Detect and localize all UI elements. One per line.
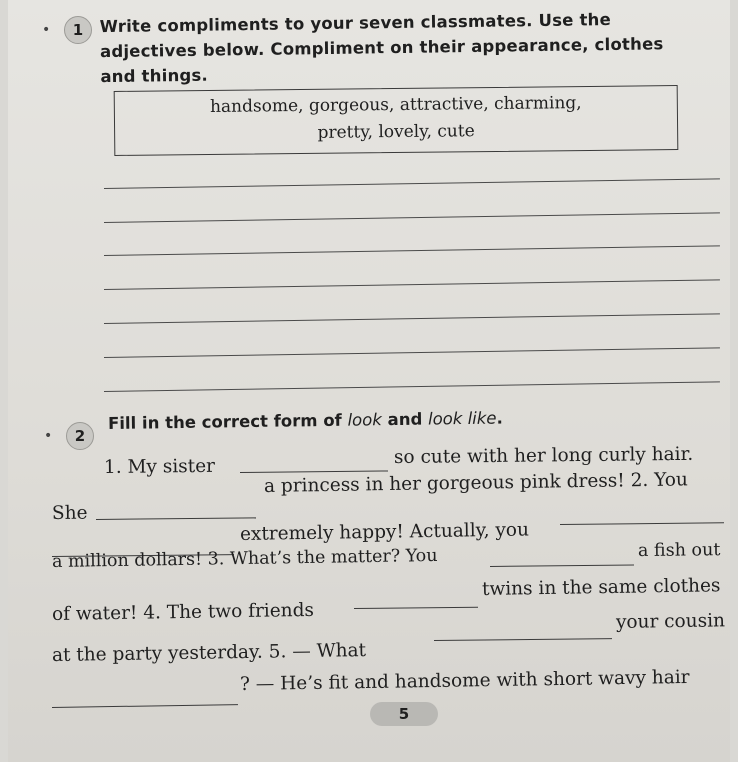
exercise-1-instruction — [100, 6, 696, 89]
writing-line[interactable] — [104, 178, 720, 189]
sentence-text: a fish out — [637, 540, 721, 561]
writing-line[interactable] — [104, 245, 720, 256]
adjectives-box — [114, 85, 679, 156]
instruction-italic-look: look — [347, 410, 382, 430]
answer-blank-8[interactable] — [52, 704, 238, 708]
sentence-text: your cousin — [615, 610, 726, 633]
sentence-text: ? — He’s fit and handsome with short wavy hair — [239, 666, 690, 695]
exercise-number-2: 2 — [66, 422, 94, 450]
sentence-text: of water! 4. The two friends — [51, 599, 315, 625]
instruction-line: Write compliments to your seven classmates. Use the — [99, 10, 612, 37]
writing-line[interactable] — [104, 212, 720, 223]
adjectives-line: pretty, lovely, cute — [317, 121, 475, 143]
instruction-italic-look-like: look like — [427, 408, 497, 429]
sentence-text: twins in the same clothes — [481, 575, 721, 600]
instruction-text: . — [496, 408, 503, 428]
answer-blank-5[interactable] — [490, 564, 634, 567]
instruction-text: Fill in the correct form of — [107, 410, 348, 433]
workbook-page — [8, 0, 730, 762]
instruction-line: and things. — [100, 65, 209, 87]
exercise-2-instruction — [108, 408, 503, 433]
adjectives-line: handsome, gorgeous, attractive, charming, — [209, 93, 582, 117]
bullet-dot: • — [44, 428, 53, 444]
sentence-text: a princess in her gorgeous pink dress! 2. You — [263, 469, 688, 497]
answer-blank-4[interactable] — [560, 522, 724, 525]
sentence-text: a million dollars! 3. What’s the matter? You — [51, 545, 438, 572]
page-number: 5 — [370, 702, 438, 726]
bullet-dot: • — [42, 22, 51, 38]
sentence-text: She — [51, 502, 88, 524]
answer-blank-7[interactable] — [434, 638, 612, 641]
writing-line[interactable] — [104, 279, 720, 290]
writing-line[interactable] — [104, 381, 720, 392]
answer-blank-1[interactable] — [240, 470, 388, 473]
sentence-text: extremely happy! Actually, you — [239, 519, 530, 545]
answer-blank-6[interactable] — [354, 607, 478, 609]
sentence-text: 1. My sister — [103, 455, 216, 478]
writing-line[interactable] — [104, 313, 720, 324]
exercise-number-1: 1 — [64, 16, 92, 44]
sentence-text: so cute with her long curly hair. — [393, 443, 694, 468]
instruction-line: adjectives below. Compliment on their appearance, clothes — [99, 34, 664, 62]
writing-line[interactable] — [104, 347, 720, 358]
answer-blank-2[interactable] — [96, 517, 256, 520]
sentence-text: at the party yesterday. 5. — What — [51, 640, 367, 666]
instruction-text: and — [381, 409, 429, 430]
